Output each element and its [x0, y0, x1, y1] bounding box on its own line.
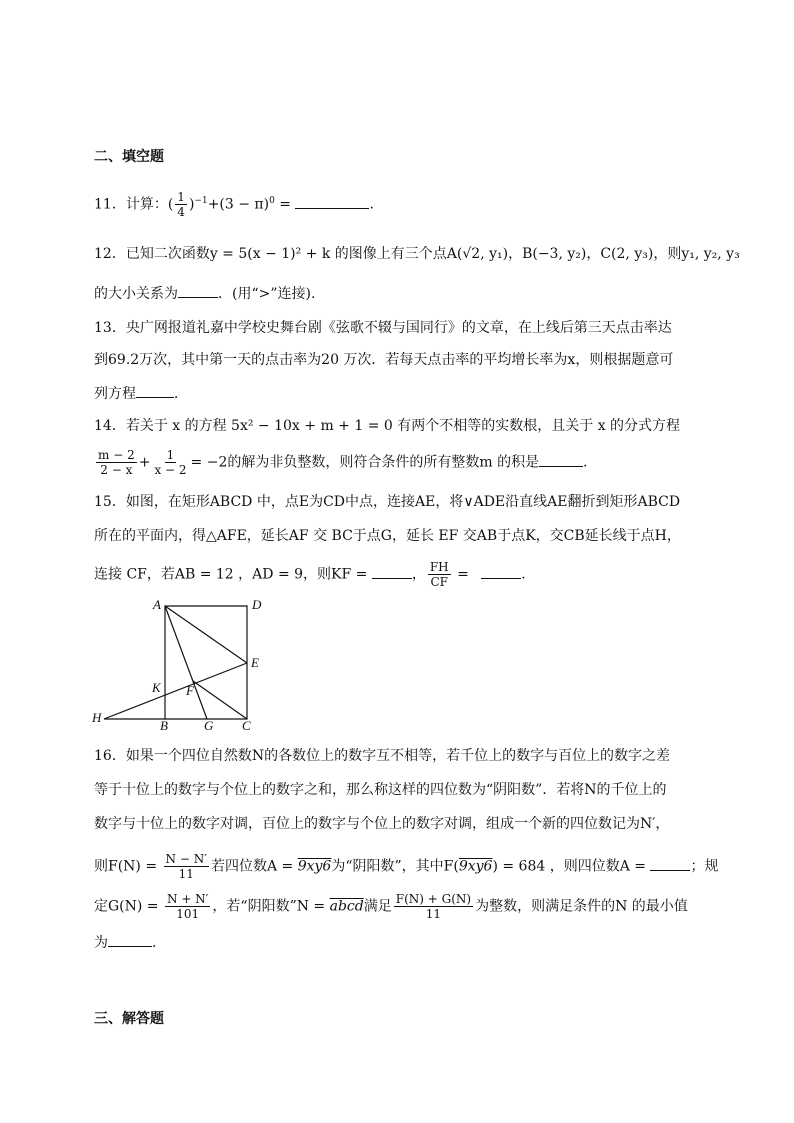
question-13-line-1: 13．央广网报道礼嘉中学校史舞台剧《弦歌不辍与国同行》的文章，在上线后第三天点击率达: [94, 320, 672, 336]
question-14-line-2: $\frac{m - 2}{2 - x}$ + $\frac{1}{x - 2}$ = −2的解为非负整数，则符合条件的所有整数m 的积是 ．: [98, 448, 598, 477]
question-13-line-2: 到69.2万次，其中第一天的点击率为20 万次．若每天点击率的平均增长率为x，则根据题意可: [94, 352, 674, 368]
q16-fraction-sum: $\frac{F(N) + G(N)}{11}$: [395, 892, 472, 921]
section-title-answer: 三、解答题: [94, 1011, 164, 1027]
segment-ae: [165, 606, 247, 663]
question-15-line-2: 所在的平面内，得△AFE，延长AF 交 BC于点G，延长 EF 交AB于点K，交CB延长线于点H，: [94, 528, 681, 544]
label-b: B: [160, 718, 168, 732]
label-k: K: [152, 680, 161, 695]
question-12-line-1: 12．已知二次函数y = 5(x − 1)² + k 的图像上有三个点A(√2, y₁)，B(−3, y₂)，C(2, y₃)，则y₁, y₂, y₃: [94, 246, 740, 262]
segment-ag: [165, 606, 207, 719]
q11-label: 11．计算：: [94, 196, 168, 213]
label-g: G: [204, 718, 214, 732]
answer-blank-11[interactable]: [295, 194, 369, 209]
label-c: C: [242, 718, 251, 732]
question-15-line-1: 15．如图，在矩形ABCD 中，点E为CD中点，连接AE，将∨ADE沿直线AE翻折到矩形ABCD: [94, 494, 681, 510]
question-16-line-6: 为 ．: [94, 932, 166, 953]
segment-he: [104, 663, 247, 719]
q11-fraction: $\frac{1}{4}$: [177, 190, 185, 219]
question-16-line-1: 16．如果一个四位自然数N的各数位上的数字互不相等，若千位上的数字与百位上的数字之差: [94, 748, 671, 764]
question-16-line-2: 等于十位上的数字与个位上的数字之和，那么称这样的四位数为“阴阳数”．若将N的千位上的: [94, 782, 667, 798]
label-f: F: [186, 683, 194, 698]
answer-blank-15b[interactable]: [481, 564, 521, 579]
answer-blank-16b[interactable]: [108, 932, 152, 947]
label-d: D: [252, 597, 262, 612]
question-16-line-5: 定G(N) = $\frac{N + N'}{101}$ ，若“阴阳数”N = abcd满足 $\frac{F(N) + G(N)}{11}$ 为整数，则满足条件的N 的最小值: [94, 892, 688, 921]
segment-fc: [193, 681, 247, 719]
question-11: 11．计算：( $\frac{1}{4}$ )$^{-1}+(3 - \pi)^0$ = .: [94, 190, 374, 219]
question-16-line-3: 数字与十位上的数字对调，百位上的数字与个位上的数字对调，组成一个新的四位数记为N′，: [94, 816, 670, 832]
question-12-line-2: 的大小关系为 ．(用“>”连接).: [94, 283, 315, 304]
q16-fraction-g: $\frac{N + N'}{101}$: [167, 892, 209, 921]
section-title-fill-in: 二、填空题: [94, 149, 164, 165]
answer-blank-14[interactable]: [539, 452, 583, 467]
question-14-line-1: 14．若关于 x 的方程 5x² − 10x + m + 1 = 0 有两个不相等的实数根，且关于 x 的分式方程: [94, 418, 681, 434]
label-h: H: [92, 710, 102, 725]
q14-fraction-1: $\frac{m - 2}{2 - x}$: [98, 448, 135, 477]
answer-blank-16a[interactable]: [650, 856, 690, 871]
label-a: A: [153, 597, 161, 612]
answer-blank-13[interactable]: [136, 383, 174, 398]
label-e: E: [251, 655, 259, 670]
q14-fraction-2: $\frac{1}{x - 2}$: [154, 448, 187, 477]
rectangle-abcd: [165, 606, 247, 719]
answer-blank-15a[interactable]: [372, 564, 412, 579]
question-16-line-4: 则F(N) = $\frac{N - N'}{11}$ 若四位数A = 9xy6为“阴阳数”，其中F(9xy6) = 684 ，则四位数A = ；规: [94, 852, 719, 881]
question-15-line-3: 连接 CF，若AB = 12 ，AD = 9，则KF = ， $\frac{FH}{CF}$ = ．: [94, 560, 536, 589]
q16-fraction-f: $\frac{N - N'}{11}$: [165, 852, 207, 881]
q15-fraction: $\frac{FH}{CF}$: [429, 560, 449, 589]
geometry-figure: [90, 596, 280, 732]
question-13-line-3: 列方程 ．: [94, 383, 188, 404]
answer-blank-12[interactable]: [178, 283, 218, 298]
